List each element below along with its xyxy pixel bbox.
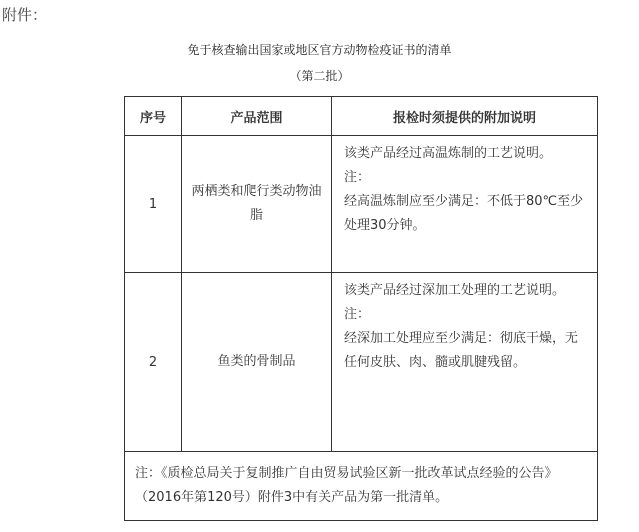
description-line: 该类产品经过高温炼制的工艺说明。 — [344, 146, 553, 161]
document-title: 免于核查输出国家或地区官方动物检疫证书的清单 — [187, 43, 452, 57]
table-header-row — [125, 97, 598, 136]
header-additional-notes: 报检时须提供的附加说明 — [332, 97, 598, 136]
table-row — [125, 136, 598, 273]
attachment-label: 附件： — [2, 6, 48, 24]
row-product: 鱼类的骨制品 — [182, 273, 332, 452]
header-serial-number: 序号 — [125, 97, 182, 136]
table-footnote-row — [125, 452, 598, 521]
row-serial-number: 1 — [125, 136, 182, 273]
description-note-label: 注： — [344, 307, 371, 322]
description-line: 经高温炼制应至少满足：不低于80℃至少处理30分钟。 — [344, 194, 584, 233]
table-footnote: 注：《质检总局关于复制推广自由贸易试验区新一批改革试点经验的公告》（2016年第120号）附件3中有关产品为第一批清单。 — [125, 452, 598, 521]
row-description — [332, 136, 598, 273]
row-serial-number: 2 — [125, 273, 182, 452]
header-product-scope: 产品范围 — [182, 97, 332, 136]
document-subtitle: （第二批） — [289, 69, 350, 83]
table-row — [125, 273, 598, 452]
row-description — [332, 273, 598, 452]
description-line: 该类产品经过深加工处理的工艺说明。 — [344, 283, 566, 298]
description-line: 经深加工处理应至少满足：彻底干燥，无任何皮肤、肉、髓或肌腱残留。 — [344, 331, 579, 370]
row-product: 两栖类和爬行类动物油脂 — [182, 136, 332, 273]
description-note-label: 注： — [344, 170, 371, 185]
exemption-list-table — [124, 96, 598, 521]
